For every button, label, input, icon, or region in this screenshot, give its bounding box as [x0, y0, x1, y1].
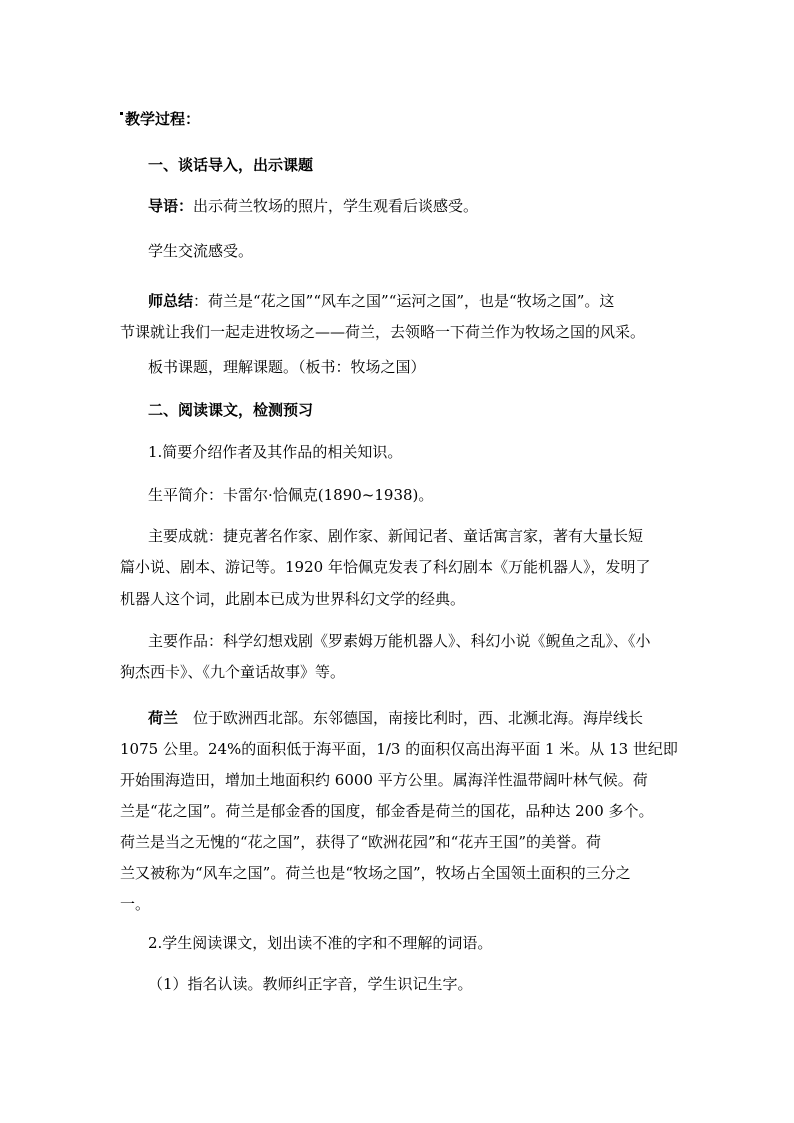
works-line-2: 狗杰西卡》、《九个童话故事》等。	[120, 663, 346, 681]
intro-paragraph	[148, 196, 478, 216]
student-exchange-paragraph: 学生交流感受。	[148, 242, 254, 260]
lesson-process-heading	[120, 109, 200, 129]
holland-line-1	[148, 708, 643, 728]
summary-line-1	[148, 291, 614, 311]
achievement-line-3: 机器人这个词，此剧本已成为世界科幻文学的经典。	[120, 590, 466, 608]
achievement-line-1: 主要成就：捷克著名作家、剧作家、新闻记者、童话寓言家，著有大量长短	[148, 527, 644, 545]
board-writing-paragraph: 板书课题，理解课题。（板书：牧场之国）	[148, 358, 426, 376]
item1-paragraph: 1.简要介绍作者及其作品的相关知识。	[148, 443, 403, 461]
holland-label: 荷兰	[148, 709, 179, 727]
intro-label: 导语：	[148, 197, 194, 215]
holland-text-1: 位于欧洲西北部。东邻德国，南接比利时，西、北濒北海。海岸线长	[178, 709, 644, 727]
biography-paragraph: 生平简介：卡雷尔·恰佩克(1890~1938)。	[148, 486, 434, 504]
holland-line-3: 开始围海造田，增加土地面积约 6000 平方公里。属海洋性温带阔叶林气候。荷	[120, 771, 648, 789]
intro-text: 出示荷兰牧场的照片，学生观看后谈感受。	[193, 197, 479, 215]
summary-text-1: ：荷兰是“花之国”“风车之国”“运河之国”，也是“牧场之国”。这	[193, 292, 615, 310]
works-line-1: 主要作品：科学幻想戏剧《罗素姆万能机器人》、科幻小说《鲵鱼之乱》、《小	[148, 632, 651, 650]
summary-line-2: 节课就让我们一起走进牧场之——荷兰，去领略一下荷兰作为牧场之国的风采。	[120, 323, 646, 341]
achievement-line-2: 篇小说、剧本、游记等。1920 年恰佩克发表了科幻剧本《万能机器人》，发明了	[120, 558, 651, 576]
section2-title: 二、阅读课文，检测预习	[148, 401, 314, 419]
bullet-mark	[120, 112, 123, 115]
holland-line-6: 兰又被称为“风车之国”。荷兰也是“牧场之国”，牧场占全国领土面积的三分之	[120, 864, 631, 882]
holland-line-7: 一。	[120, 895, 151, 913]
holland-line-2: 1075 公里。24%的面积低于海平面，1/3 的面积仅高出海平面 1 米。从 13 世纪即	[120, 740, 678, 758]
summary-label: 师总结	[148, 292, 194, 310]
heading-text: 教学过程：	[125, 110, 201, 128]
item2-paragraph: 2.学生阅读课文，划出读不准的字和不理解的词语。	[148, 934, 493, 952]
section1-title: 一、谈话导入，出示课题	[148, 156, 314, 174]
sub-item-1-paragraph: （1）指名认读。教师纠正字音，学生识记生字。	[148, 975, 473, 993]
holland-line-5: 荷兰是当之无愧的“花之国”，获得了“欧洲花园”和“花卉王国”的美誉。荷	[120, 833, 602, 851]
holland-line-4: 兰是“花之国”。荷兰是郁金香的国度，郁金香是荷兰的国花，品种达 200 多个。	[120, 802, 654, 820]
